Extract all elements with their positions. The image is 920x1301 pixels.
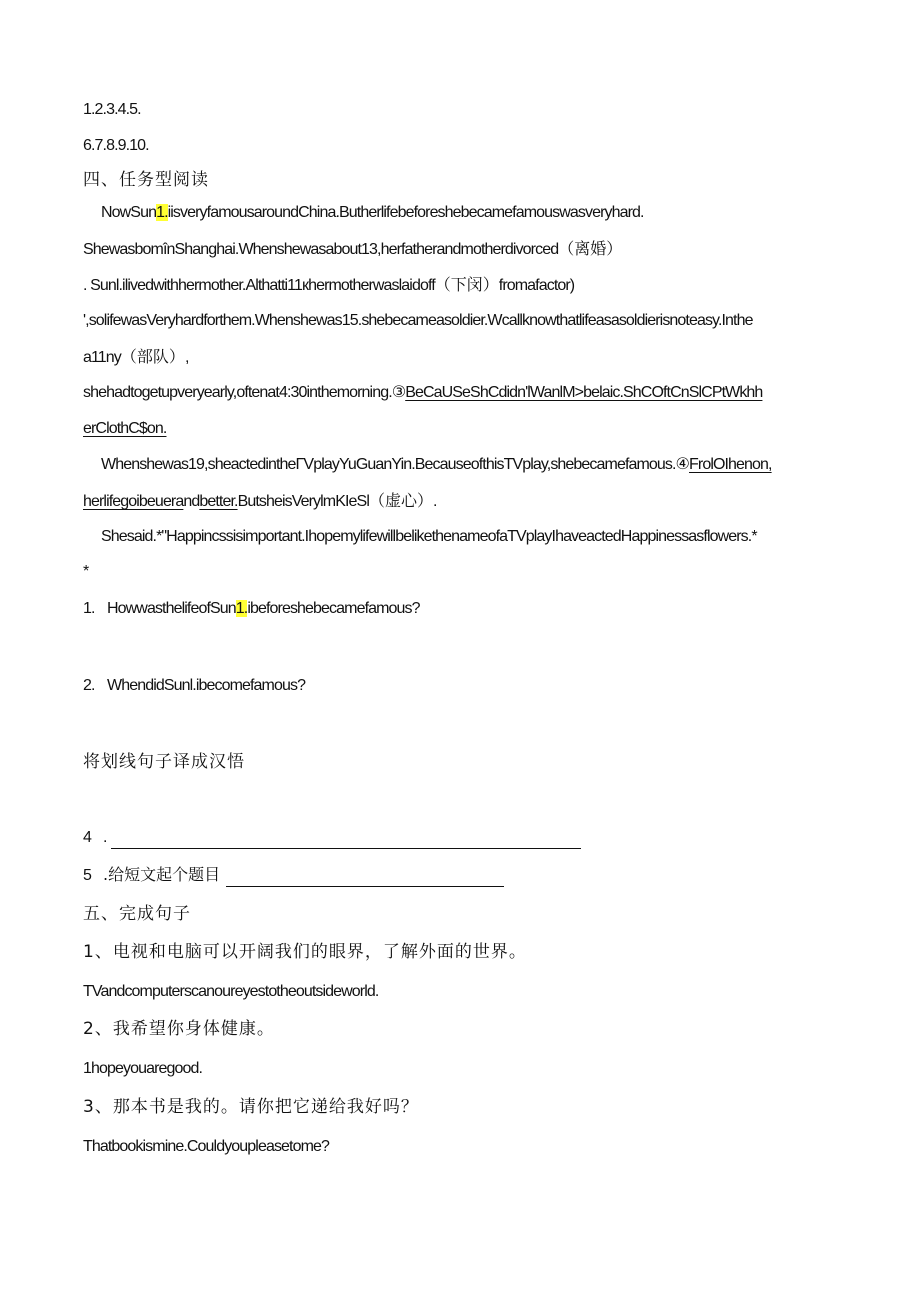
passage-line-3 [83, 274, 574, 297]
underlined-sentence-3: BeCaUSeShCdidn'lWanlM>belaic.ShCOftCnSlCPtWkhh [405, 384, 763, 401]
sentence-2-english: 1hopeyouaregood. [83, 1060, 203, 1077]
question-1 [83, 598, 420, 620]
passage-text: fromafactor) [498, 277, 575, 294]
underlined-sentence-4-d: better. [199, 493, 238, 510]
answer-row-2: 6.7.8.9.10. [83, 137, 149, 154]
underlined-sentence-4-b: era [162, 493, 184, 510]
answer-row-1: 1.2.3.4.5. [83, 101, 141, 118]
passage-line-11: * [83, 563, 89, 580]
sentence-3-chinese: 3、那本书是我的。请你把它递给我好吗？ [83, 1097, 419, 1117]
section4-heading: 四、任务型阅读 [83, 170, 209, 190]
gloss-divorce: （离婚） [558, 239, 623, 258]
passage-text: a11ny [83, 349, 121, 366]
underlined-sentence-4-a: herlifegoibeu [83, 493, 163, 510]
passage-text: iisveryfamousaroundChina.Butherlifebeforeshebecamefamouswasveryhard. [167, 204, 644, 221]
question-4 [83, 827, 581, 849]
question-number: 5 [83, 867, 91, 884]
passage-line-7 [83, 418, 166, 440]
passage-text: ShewasbomînShanghai.Whenshewasabout13,herfatherandmotherdivorced [83, 241, 559, 258]
question-number: 4 [83, 829, 91, 846]
underlined-sentence-4: FrolOIhenon, [689, 456, 772, 473]
gloss-laid-off: （下闵） [434, 275, 499, 294]
passage-text: shehadtogetupveryearly,oftenat4:30inthemorning.③ [83, 384, 406, 401]
sentence-1-chinese: 1、电视和电脑可以开阔我们的眼界，了解外面的世界。 [83, 942, 527, 962]
passage-text: NowSun [101, 204, 157, 221]
question-text: . [103, 829, 107, 846]
passage-text: ButsheisVerylmKIeSl [237, 493, 369, 510]
question-number: 2. [83, 677, 95, 694]
underlined-sentence-3-end: erClothC$on. [83, 420, 167, 437]
question-number: 1. [83, 600, 95, 617]
sentence-1-english: TVandcomputerscanoureyestotheoutsideworld. [83, 983, 379, 1000]
sentence-2-chinese: 2、我希望你身体健康。 [83, 1019, 275, 1039]
passage-text: . Sunl.ilivedwithhermother.Althatti11кhermotherwaslaidoff [83, 277, 435, 294]
question-3-instruction: 将划线句子译成汉悟 [83, 752, 245, 772]
section5-heading: 五、完成句子 [83, 904, 191, 924]
passage-text: , [184, 349, 189, 366]
gloss-army: （部队） [120, 347, 185, 366]
passage-text: Whenshewas19,sheactedintheΓVplayYuGuanYin.BecauseofthisTVplay,shebecamefamous.④ [101, 456, 690, 473]
answer-blank-4[interactable] [111, 830, 581, 849]
question-5 [83, 864, 504, 887]
question-text: WhendidSunl.ibecomefamous? [107, 677, 306, 694]
underlined-sentence-4-c: nd [183, 493, 200, 510]
passage-line-8 [101, 454, 772, 476]
question-text: HowwasthelifeofSun [107, 600, 236, 617]
highlight-mark: 1. [156, 204, 168, 221]
sentence-3-english: Thatbookismine.Couldyoupleasetome? [83, 1138, 330, 1155]
question-text: ibeforeshebecamefamous? [247, 600, 420, 617]
passage-line-10: Shesaid.*"Happincssisimportant.IhopemylifewillbelikethenameofaTVplayIhaveactedHappinessasflowers.* [101, 528, 757, 545]
passage-line-9 [83, 490, 437, 513]
gloss-modest: （虚心） [368, 491, 433, 510]
highlight-mark: 1. [235, 600, 248, 617]
passage-line-2 [83, 238, 622, 261]
passage-text: . [433, 493, 437, 510]
answer-blank-5[interactable] [226, 868, 504, 887]
question-2 [83, 675, 305, 697]
question-text: .给短文起个题目 [103, 865, 221, 884]
passage-line-4: ',solifewasVeryhardforthem.Whenshewas15.shebecameasoldier.Wcallknowthatlifeasasoldierisnoteasy.Inthe [83, 312, 753, 329]
passage-line-6 [83, 382, 762, 404]
passage-line-1 [101, 202, 644, 224]
passage-line-5 [83, 346, 188, 369]
